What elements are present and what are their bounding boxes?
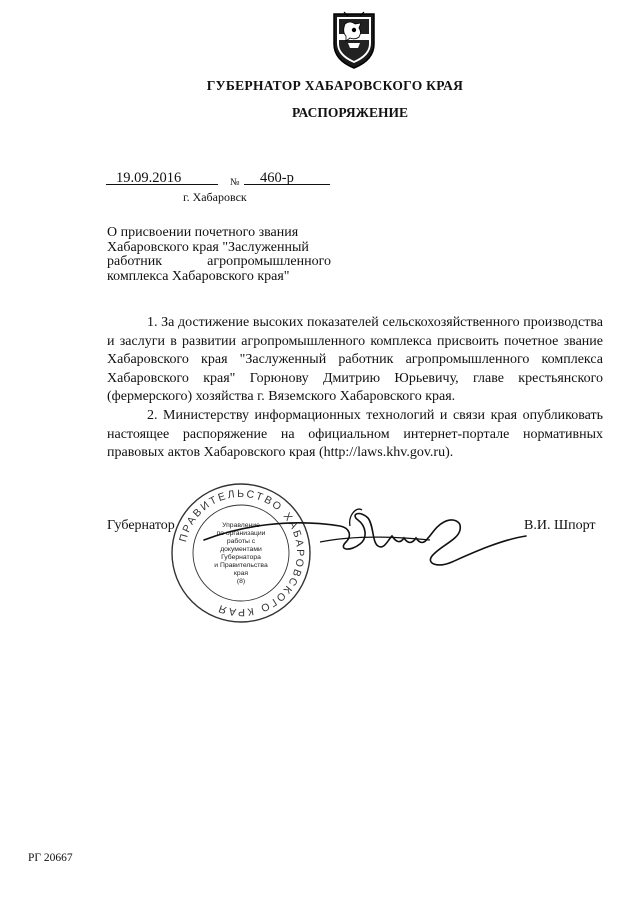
subject-line: Хабаровского края "Заслуженный (107, 239, 309, 255)
svg-text:ПРАВИТЕЛЬСТВО ХАБАРОВСКОГО КРА: ПРАВИТЕЛЬСТВО ХАБАРОВСКОГО КРАЯ (177, 487, 307, 619)
body-paragraph-1: 1. За достижение высоких показателей сельскохозяйственного производства и заслуги в развитии агропромышленного комплекса присвоить почетное звание Хабаровского края "Заслуженный работник агропромышленного комплекса Хабаровского края" Горюнову Дмитрию Юрьевичу, главе крестьянского (фермерского) хозяйства г. Вяземского Хабаровского края. (107, 315, 603, 405)
document-type-heading: РАСПОРЯЖЕНИЕ (291, 105, 409, 120)
document-subject (107, 226, 331, 284)
stamp-line: и Правительства (214, 562, 268, 569)
document-date: 19.09.2016 (116, 170, 182, 186)
stamp-line: (8) (236, 578, 246, 585)
registration-number: РГ 20667 (28, 852, 73, 864)
stamp-line: по организации (216, 530, 266, 537)
subject-line: работник агропромышленного (107, 254, 331, 269)
body-paragraph-2: 2. Министерству информационных технологий и связи края опубликовать настоящее распоряжение на официальном интернет-портале нормативных правовых актов Хабаровского края (http://laws.khv.gov.ru). (107, 407, 603, 461)
signatory-name: В.И. Шпорт (524, 518, 596, 533)
document-number: 460-р (260, 170, 294, 186)
stamp-line: Губернатора (221, 554, 261, 561)
subject-line: О присвоении почетного звания (107, 225, 299, 240)
issuer-heading: ГУБЕРНАТОР ХАБАРОВСКОГО КРАЯ (206, 78, 464, 93)
signatory-title: Губернатор (107, 518, 175, 533)
stamp-line: края (233, 570, 249, 577)
handwritten-signature (200, 496, 530, 576)
stamp-line: работы с документами (220, 538, 262, 553)
number-sign: № (230, 177, 240, 188)
coat-of-arms-icon (328, 10, 380, 70)
document-body (107, 314, 603, 463)
subject-line: комплекса Хабаровского края" (107, 268, 290, 284)
stamp-line: Управление (222, 522, 260, 529)
place-of-issue: г. Хабаровск (183, 190, 247, 204)
